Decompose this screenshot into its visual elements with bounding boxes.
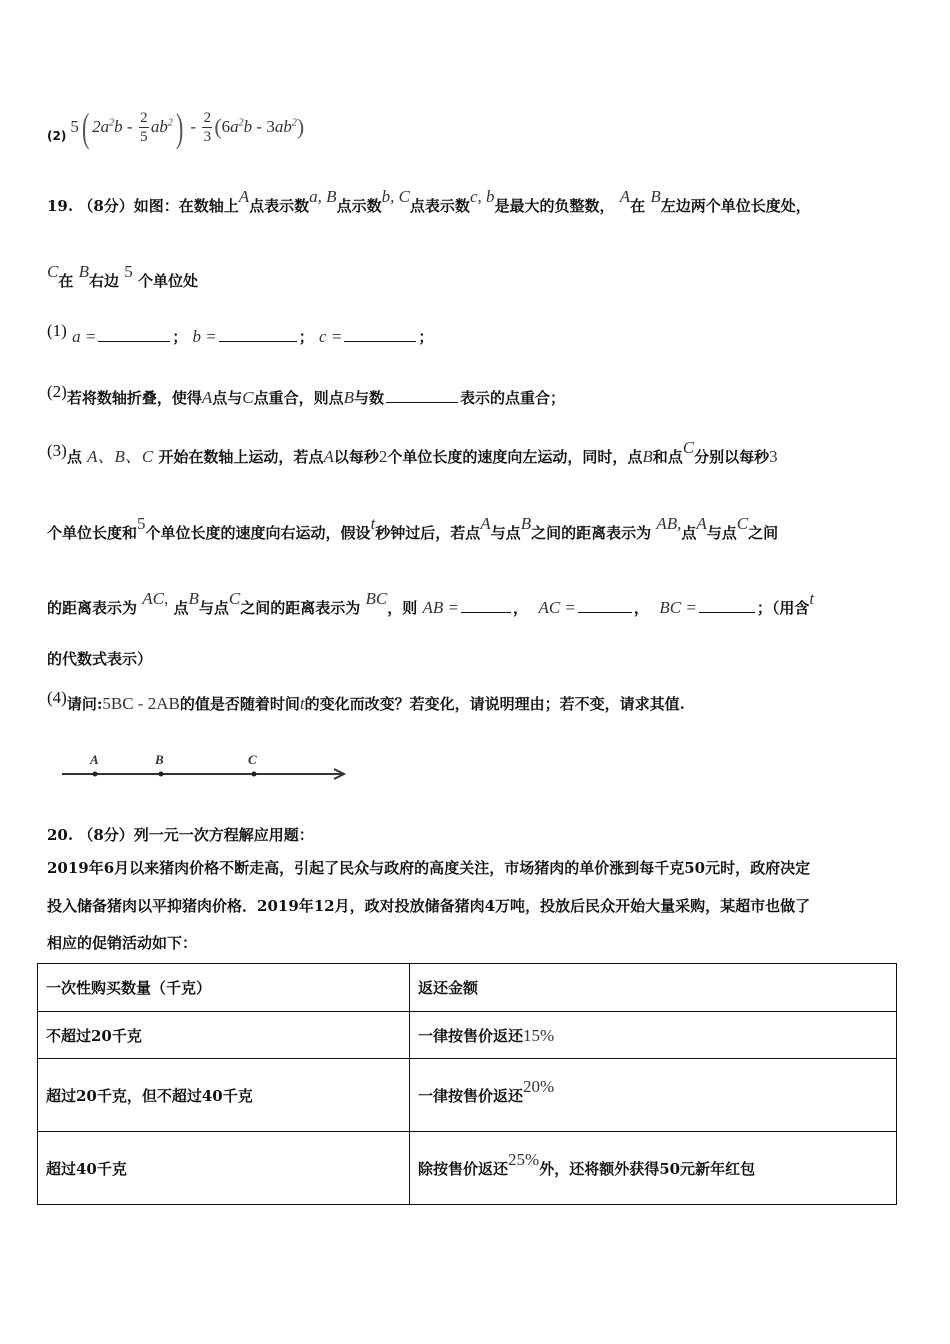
q20-title: 20. （8分）列一元一次方程解应用题： bbox=[47, 826, 314, 844]
row-quantity: 超过20千克，但不超过40千克 bbox=[38, 1059, 410, 1132]
q19-part3-line4: 的代数式表示） bbox=[47, 650, 153, 668]
q19-line1: 19. （8分）如图：在数轴上A点表示数a, B点示数b, C点表示数c, b是最大的负整数， A在 B左边两个单位长度处， bbox=[47, 187, 811, 215]
expression-rendered: 5 ( $2a^2b$ - $\frac{2}{5}$ $ab^2$ ) - $\frac{2}{3}$ ( 6 $a^2b$ - 3 $ab^2$ ) bbox=[70, 104, 305, 150]
part-label: (2) bbox=[47, 129, 67, 143]
table-row bbox=[38, 1132, 897, 1205]
q19-line2: C在 B右边 5 个单位处 bbox=[47, 262, 198, 290]
header-rebate: 返还金额 bbox=[410, 964, 897, 1012]
point-a-label: A bbox=[90, 752, 99, 767]
q19-part3-line3: 的距离表示为 AC, 点B与点C之间的距离表示为 BC，则 AB = ， AC = ， BC = ；（用含t bbox=[47, 589, 815, 617]
table-header-row bbox=[38, 964, 897, 1012]
answer-blank-fold[interactable] bbox=[386, 400, 458, 403]
expression-q18-2 bbox=[47, 104, 304, 150]
number-line-figure bbox=[60, 748, 360, 788]
point-c-dot bbox=[252, 772, 257, 777]
q20-para-line2: 投入储备猪肉以平抑猪肉价格．2019年12月，政对投放储备猪肉4万吨，投放后民众开始大量采购，某超市也做了 bbox=[47, 897, 811, 915]
point-a-dot bbox=[93, 772, 98, 777]
answer-blank-c[interactable] bbox=[344, 339, 416, 342]
table-row bbox=[38, 1059, 897, 1132]
answer-blank-ac[interactable] bbox=[578, 610, 632, 613]
point-b-label: B bbox=[155, 752, 164, 767]
answer-blank-a[interactable] bbox=[98, 339, 170, 342]
row-quantity: 不超过20千克 bbox=[38, 1012, 410, 1059]
promotion-table bbox=[37, 963, 897, 1205]
q20-para-line3: 相应的促销活动如下： bbox=[47, 934, 198, 952]
q19-part1: (1) a = ； b = ； c = ； bbox=[47, 321, 434, 346]
answer-blank-bc[interactable] bbox=[699, 610, 755, 613]
row-rebate: 一律按售价返还20% bbox=[410, 1059, 897, 1132]
header-quantity: 一次性购买数量（千克） bbox=[38, 964, 410, 1012]
row-quantity: 超过40千克 bbox=[38, 1132, 410, 1205]
row-rebate: 一律按售价返还15% bbox=[410, 1012, 897, 1059]
q19-part3-line2: 个单位长度和5个单位长度的速度向右运动，假设t秒钟过后，若点A与点B之间的距离表示为 AB,点A与点C之间 bbox=[47, 514, 779, 542]
row-rebate: 除按售价返还25%外，还将额外获得50元新年红包 bbox=[410, 1132, 897, 1205]
answer-blank-ab[interactable] bbox=[461, 610, 511, 613]
q20-para-line1: 2019年6月以来猪肉价格不断走高，引起了民众与政府的高度关注，市场猪肉的单价涨到每千克50元时，政府决定 bbox=[47, 859, 811, 877]
table-row bbox=[38, 1012, 897, 1059]
point-b-dot bbox=[159, 772, 164, 777]
q19-part2: (2)若将数轴折叠，使得A点与C点重合，则点B与数 表示的点重合； bbox=[47, 382, 566, 407]
q19-part4: (4)请问:5BC - 2AB的值是否随着时间t的变化而改变？若变化，请说明理由；若不变，请求其值. bbox=[47, 688, 685, 713]
q19-part3-line1: (3)点 A、B、C 开始在数轴上运动，若点A以每秒2个单位长度的速度向左运动，同时，点B和点C分别以每秒3 bbox=[47, 438, 778, 466]
answer-blank-b[interactable] bbox=[219, 339, 297, 342]
point-c-label: C bbox=[248, 752, 257, 767]
